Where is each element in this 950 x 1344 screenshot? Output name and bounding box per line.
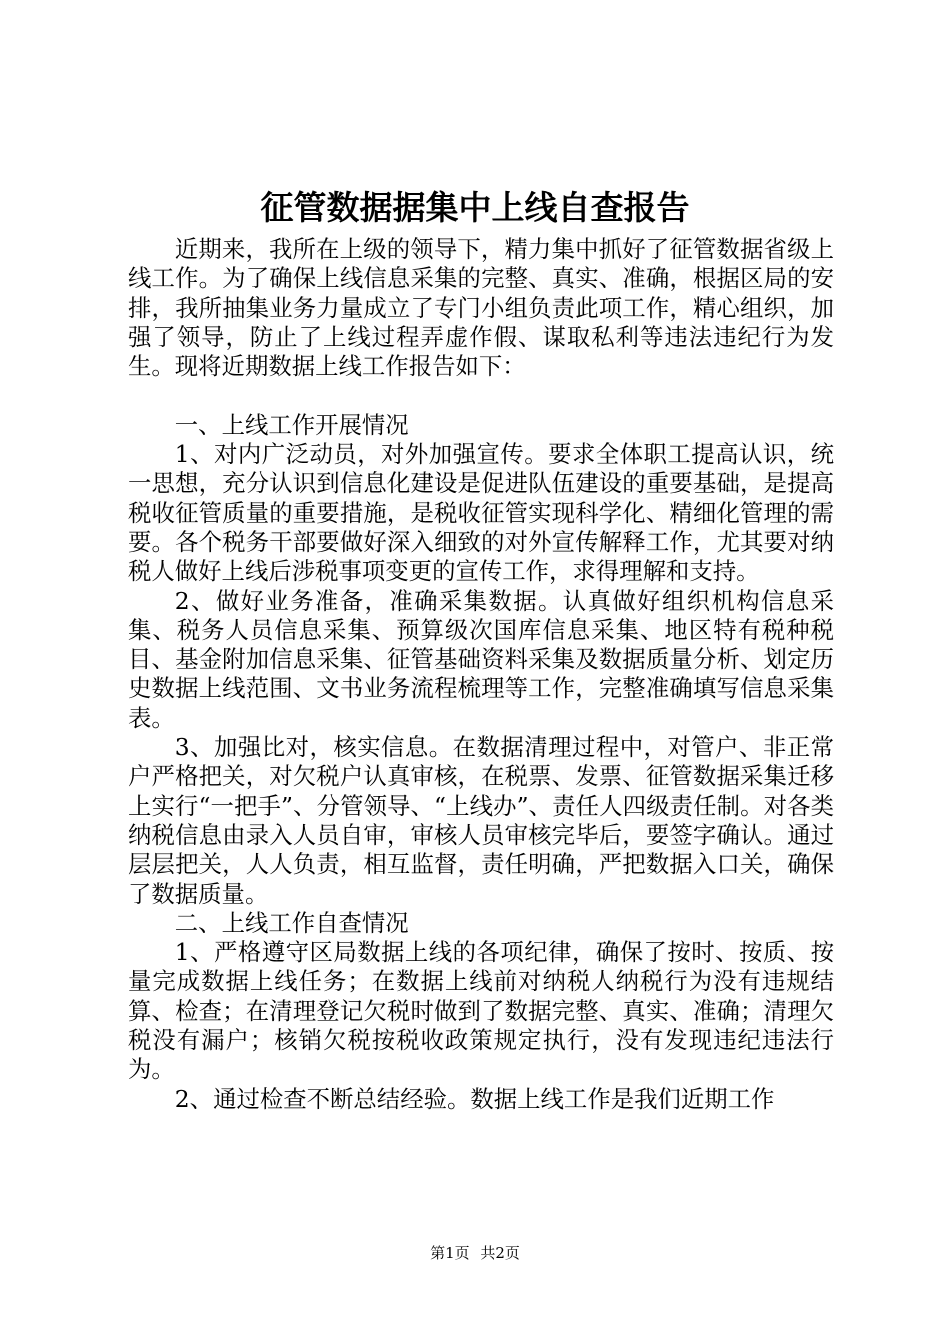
document-title: 征管数据据集中上线自查报告 [260, 188, 690, 227]
paragraph-section2-item2: 2、通过检查不断总结经验。数据上线工作是我们近期工作 [174, 1084, 775, 1113]
paragraph-section1-item1: 1、对内广泛动员，对外加强宣传。要求全体职工提高认识，统一思想，充分认识到信息化建设是促进队伍建设的重要基础，是提高税收征管质量的重要措施，是税收征管实现科学化、精细化管理的需要。各个税务干部要做好深入细致的对外宣传解释工作，尤其要对纳税人做好上线后涉税事项变更的宣传工作，求得理解和支持。 [128, 440, 834, 586]
page-footer: 第1页 共2页 [430, 1244, 520, 1262]
section-heading-1: 一、上线工作开展情况 [174, 410, 409, 439]
section-heading-2: 二、上线工作自查情况 [174, 908, 409, 937]
paragraph-section1-item3: 3、加强比对，核实信息。在数据清理过程中，对管户、非正常户严格把关，对欠税户认真审核，在税票、发票、征管数据采集迁移上实行“一把手”、分管领导、“上线办”、责任人四级责任制。对各类纳税信息由录入人员自审，审核人员审核完毕后，要签字确认。通过层层把关，人人负责，相互监督，责任明确，严把数据入口关，确保了数据质量。 [128, 733, 834, 908]
paragraph-gap [128, 381, 834, 410]
paragraph-section1-item2: 2、做好业务准备，准确采集数据。认真做好组织机构信息采集、税务人员信息采集、预算级次国库信息采集、地区特有税种税目、基金附加信息采集、征管基础资料采集及数据质量分析、划定历史数据上线范围、文书业务流程梳理等工作，完整准确填写信息采集表。 [128, 586, 834, 732]
paragraph-section2-item1: 1、严格遵守区局数据上线的各项纪律，确保了按时、按质、按量完成数据上线任务；在数据上线前对纳税人纳税行为没有违规结算、检查；在清理登记欠税时做到了数据完整、真实、准确；清理欠税没有漏户；核销欠税按税收政策规定执行，没有发现违纪违法行为。 [128, 938, 834, 1084]
document-body [128, 235, 834, 1114]
paragraph-intro: 近期来，我所在上级的领导下，精力集中抓好了征管数据省级上线工作。为了确保上线信息采集的完整、真实、准确，根据区局的安排，我所抽集业务力量成立了专门小组负责此项工作，精心组织，加强了领导，防止了上线过程弄虚作假、谋取私利等违法违纪行为发生。现将近期数据上线工作报告如下： [128, 235, 834, 381]
